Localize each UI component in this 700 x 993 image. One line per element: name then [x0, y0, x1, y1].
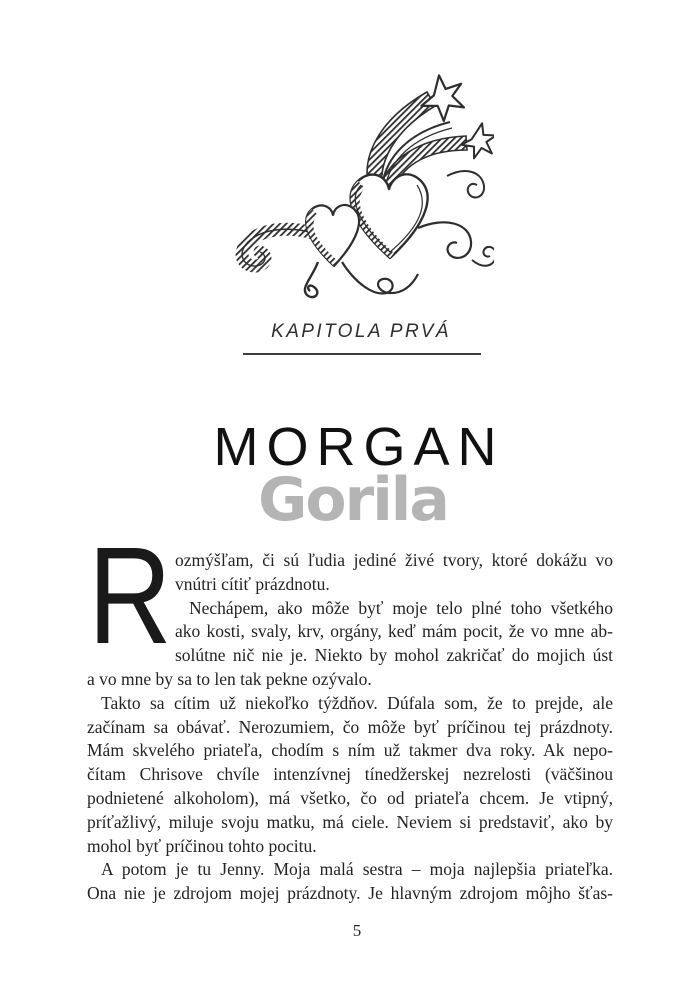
- body-line: čítam Chrisove chvíle intenzívnej tínedžerskej nezrelosti (väčšinou: [87, 764, 613, 785]
- body-line: solútne nič nie je. Niekto by mohol zakričať do mojich úst: [175, 645, 613, 666]
- body-line: Takto sa cítim už niekoľko týždňov. Dúfala som, že to prejde, ale: [101, 692, 613, 713]
- swirl-curl: [305, 262, 318, 297]
- body-line: podnietené alkoholom), má všetko, čo od priateľa chcem. Je vtipný,: [87, 787, 613, 808]
- body-line: Ona nie je zdrojom mojej prázdnoty. Je hlavným zdrojom môjho šťas-: [87, 883, 613, 904]
- body-line: ako kosti, svaly, krv, orgány, keď mám pocit, že vo mne ab-: [175, 621, 613, 642]
- drop-cap: R: [88, 519, 172, 673]
- body-line: A potom je tu Jenny. Moja malá sestra – moja najlepšia priateľka.: [101, 859, 613, 880]
- hearts-stars-doodle-illustration: [222, 64, 494, 304]
- swirl-curl: [418, 222, 471, 258]
- body-line: Mám skvelého priateľa, chodím s ním už takmer dva roky. Ak nepo-: [87, 740, 613, 761]
- page-number: 5: [352, 921, 362, 940]
- body-line: mohol byť príčinou tohto pocitu.: [87, 835, 317, 856]
- chapter-heading: KAPITOLA PRVÁ: [271, 321, 451, 342]
- swirl-curl: [472, 247, 494, 266]
- body-line: príťažlivý, miluje svoju matku, má ciele. Neviem si predstaviť, ako by: [87, 811, 613, 832]
- gorila-watermark: Gorila: [258, 465, 448, 535]
- heading-rule-divider: [243, 353, 481, 355]
- swirl-curl: [342, 262, 418, 293]
- body-line: začínam sa obávať. Nerozumiem, čo môže byť príčinou tej prázdnoty.: [87, 716, 613, 737]
- swirl-curl: [447, 171, 484, 197]
- body-line: Nechápem, ako môže byť moje telo plné toho všetkého: [189, 597, 613, 618]
- body-line: a vo mne by sa to len tak pekne ozývalo.: [87, 668, 372, 689]
- body-line: vnútri cítiť prázdnotu.: [175, 573, 330, 594]
- body-text: [87, 519, 613, 906]
- body-line: ozmýšľam, či sú ľudia jediné živé tvory, ktoré dokážu vo: [175, 550, 613, 570]
- chapter-title: MORGAN: [213, 417, 505, 477]
